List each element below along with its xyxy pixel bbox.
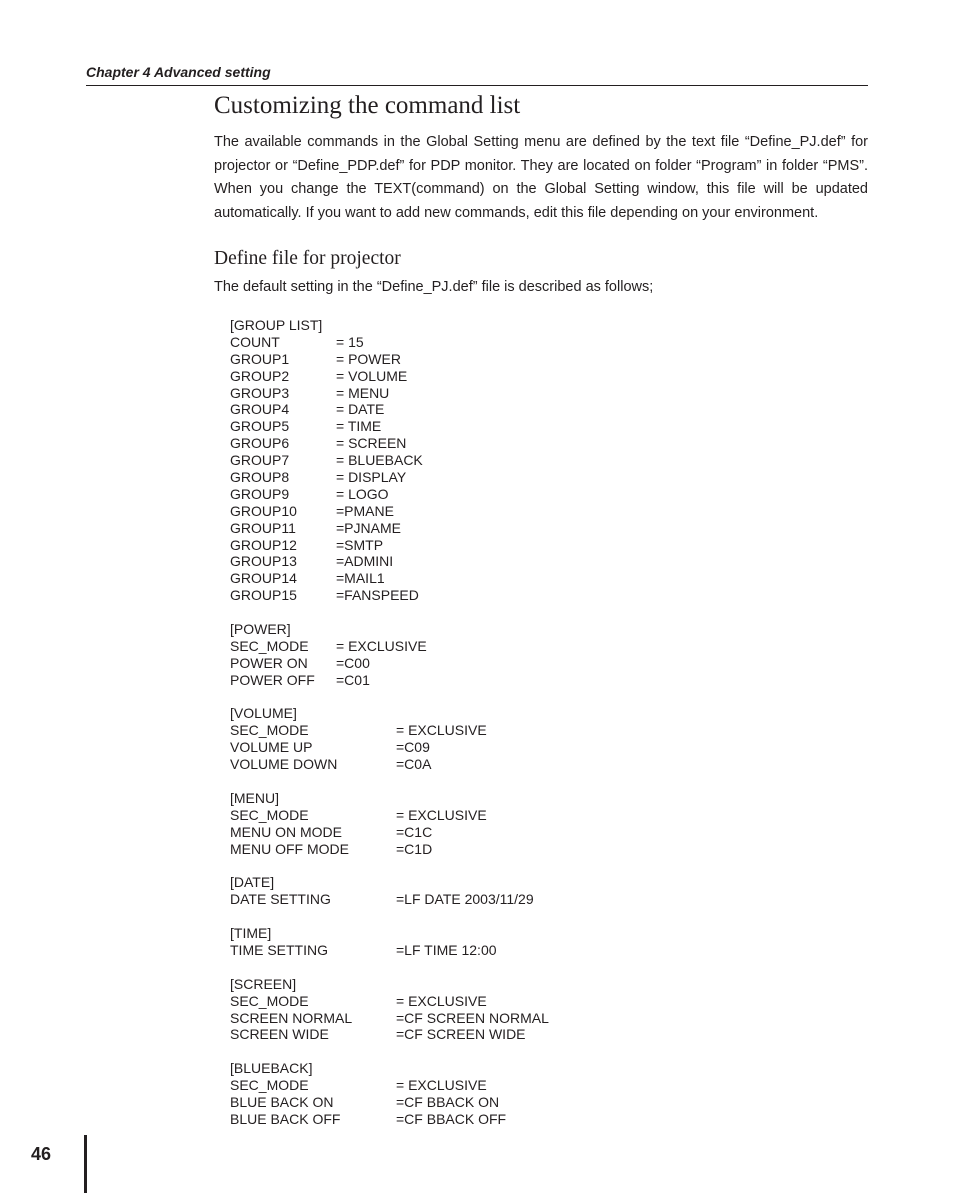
listing-key: SEC_MODE xyxy=(230,1077,309,1094)
listing-key: GROUP2 xyxy=(230,367,290,384)
listing-key: GROUP5 xyxy=(230,418,290,435)
header-rule xyxy=(86,85,868,86)
listing-key: BLUE BACK OFF xyxy=(230,1110,341,1127)
listing-value: =SMTP xyxy=(336,536,384,553)
listing-value: = POWER xyxy=(336,350,401,367)
listing-value: = SCREEN xyxy=(336,435,407,452)
listing-key: MENU OFF MODE xyxy=(230,840,349,857)
listing-key: DATE SETTING xyxy=(230,891,331,908)
listing-value: = EXCLUSIVE xyxy=(396,992,487,1009)
listing-value: =PJNAME xyxy=(336,519,401,536)
listing-value: = LOGO xyxy=(336,485,389,502)
listing-value: = MENU xyxy=(336,384,390,401)
listing-value: =CF SCREEN NORMAL xyxy=(396,1009,549,1026)
listing-value: = DISPLAY xyxy=(336,469,407,486)
listing-key: GROUP8 xyxy=(230,469,290,486)
listing-key: GROUP7 xyxy=(230,452,290,469)
listing-key: SEC_MODE xyxy=(230,806,309,823)
listing-value: =CF BBACK OFF xyxy=(396,1110,507,1127)
listing-value: =C09 xyxy=(396,739,430,756)
page-number: 46 xyxy=(31,1144,52,1164)
listing-key: SEC_MODE xyxy=(230,722,309,739)
listing-key: GROUP3 xyxy=(230,384,290,401)
listing-key: GROUP4 xyxy=(230,401,290,418)
listing-key: GROUP12 xyxy=(230,536,297,553)
section-header-text: [GROUP LIST] xyxy=(230,317,323,333)
listing-value: =MAIL1 xyxy=(336,570,385,587)
listing-value: =C1D xyxy=(396,840,433,857)
listing-key: GROUP1 xyxy=(230,350,290,367)
section-header-text: [BLUEBACK] xyxy=(230,1060,313,1077)
listing-key: GROUP13 xyxy=(230,553,297,570)
listing-value: = 15 xyxy=(336,333,364,350)
listing-key: GROUP6 xyxy=(230,435,290,452)
section-header-text: [MENU] xyxy=(230,789,279,806)
listing-value: = EXCLUSIVE xyxy=(396,806,487,823)
listing-key: SEC_MODE xyxy=(230,992,309,1009)
subsection-title: Define file for projector xyxy=(214,248,401,269)
listing-value: = EXCLUSIVE xyxy=(396,1077,487,1094)
listing-key: SCREEN NORMAL xyxy=(230,1009,353,1026)
listing-key: POWER ON xyxy=(230,654,308,671)
intro-paragraph: The available commands in the Global Setting menu are defined by the text file “Define_PJ.def” for projector or “Define_PDP.def” for PDP monitor. They are located on folder “Program” in folder “PMS”. When you change the TEXT(command) on the Global Setting window, this file will be updated automatically. If you want to add new commands, edit this file depending on your environment. xyxy=(214,134,868,221)
listing-value: =LF DATE 2003/11/29 xyxy=(396,891,534,908)
chapter-header: Chapter 4 Advanced setting xyxy=(86,64,271,80)
page-margin-bar xyxy=(84,1135,87,1193)
listing-key: GROUP11 xyxy=(230,519,296,536)
listing-value: =CF SCREEN WIDE xyxy=(396,1026,526,1043)
listing-key: MENU ON MODE xyxy=(230,823,342,840)
listing-value: = EXCLUSIVE xyxy=(396,722,487,739)
listing-key: COUNT xyxy=(230,333,280,350)
listing-key: GROUP14 xyxy=(230,570,297,587)
section-header-text: [DATE] xyxy=(230,874,275,891)
listing-key: VOLUME DOWN xyxy=(230,756,338,773)
section-title: Customizing the command list xyxy=(214,92,521,119)
listing-value: =PMANE xyxy=(336,502,394,519)
section-header-text: [TIME] xyxy=(230,925,272,942)
listing-key: TIME SETTING xyxy=(230,941,328,958)
lead-paragraph: The default setting in the “Define_PJ.def” file is described as follows; xyxy=(214,279,654,295)
listing-value: =C01 xyxy=(336,671,370,688)
listing-value: = TIME xyxy=(336,418,382,435)
listing-key: GROUP9 xyxy=(230,485,290,502)
listing-value: =C1C xyxy=(396,823,433,840)
listing-value: =C0A xyxy=(396,756,432,773)
section-header-text: [POWER] xyxy=(230,621,291,638)
listing-key: VOLUME UP xyxy=(230,739,313,756)
listing-value: =FANSPEED xyxy=(336,587,419,604)
listing-value: = VOLUME xyxy=(336,367,408,384)
section-header-text: [SCREEN] xyxy=(230,975,297,992)
listing-key: SCREEN WIDE xyxy=(230,1026,329,1043)
listing-key: POWER OFF xyxy=(230,671,315,688)
listing-value: = DATE xyxy=(336,401,385,418)
listing-value: = BLUEBACK xyxy=(336,452,423,469)
listing-value: =LF TIME 12:00 xyxy=(396,941,497,958)
listing-key: GROUP10 xyxy=(230,502,297,519)
listing-key: BLUE BACK ON xyxy=(230,1093,334,1110)
listing-key: GROUP15 xyxy=(230,587,297,604)
section-header-text: [VOLUME] xyxy=(230,705,297,722)
listing-value: =ADMINI xyxy=(336,553,394,570)
listing-key: SEC_MODE xyxy=(230,637,309,654)
listing-value: =C00 xyxy=(336,654,370,671)
listing-value: =CF BBACK ON xyxy=(396,1093,500,1110)
listing-value: = EXCLUSIVE xyxy=(336,637,427,654)
